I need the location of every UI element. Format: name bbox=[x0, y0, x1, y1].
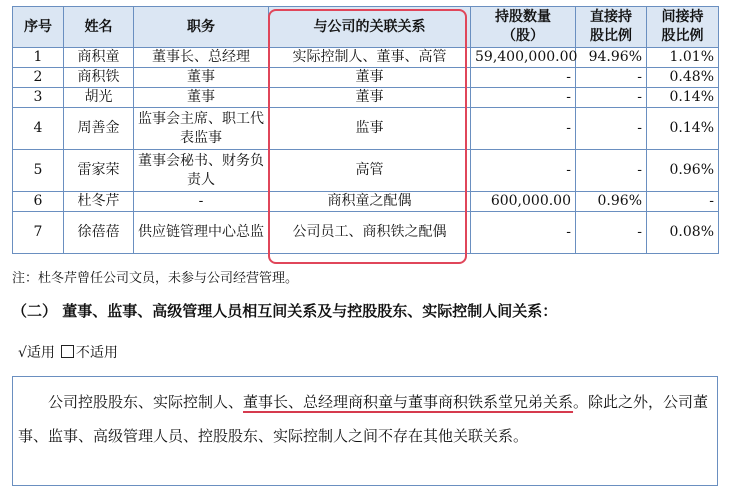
cell-shares: - bbox=[471, 68, 576, 88]
section-heading: （二） 董事、监事、高级管理人员相互间关系及与控股股东、实际控制人间关系： bbox=[12, 302, 558, 320]
checkbox-icon bbox=[61, 345, 74, 358]
table-row bbox=[13, 192, 719, 212]
cell-relation: 董事 bbox=[269, 88, 471, 108]
header-no: 序号 bbox=[13, 7, 64, 48]
header-relation: 与公司的关联关系 bbox=[269, 7, 471, 48]
cell-name: 胡光 bbox=[64, 88, 134, 108]
header-indirect-ratio: 间接持 股比例 bbox=[647, 7, 719, 48]
applicability-options bbox=[18, 343, 118, 363]
cell-relation: 商积童之配偶 bbox=[269, 192, 471, 212]
table-row bbox=[13, 68, 719, 88]
cell-indirect-ratio: 0.14% bbox=[647, 108, 719, 150]
cell-name: 徐蓓蓓 bbox=[64, 212, 134, 254]
cell-indirect-ratio: 0.96% bbox=[647, 150, 719, 192]
cell-position: - bbox=[134, 192, 269, 212]
header-name: 姓名 bbox=[64, 7, 134, 48]
cell-position: 供应链管理中心总监 bbox=[134, 212, 269, 254]
table-row bbox=[13, 88, 719, 108]
statement-rest: 。除此之外，公司董事、监事、高级管理人员、控股股东、实际控制人之间不存在其他关联关系。 bbox=[18, 393, 709, 445]
cell-shares: 600,000.00 bbox=[471, 192, 576, 212]
table-note: 注：杜冬芹曾任公司文员，未参与公司经营管理。 bbox=[12, 271, 299, 286]
cell-shares: - bbox=[471, 150, 576, 192]
cell-shares: - bbox=[471, 212, 576, 254]
shareholding-table bbox=[12, 6, 719, 254]
cell-shares: - bbox=[471, 88, 576, 108]
applicable-option: √适用 bbox=[18, 345, 55, 361]
statement-underlined: 董事长、总经理商积童与董事商积铁系堂兄弟关系 bbox=[243, 393, 574, 411]
cell-indirect-ratio: 1.01% bbox=[647, 48, 719, 68]
header-shares: 持股数量 （股） bbox=[471, 7, 576, 48]
cell-direct-ratio: - bbox=[576, 88, 647, 108]
cell-direct-ratio: - bbox=[576, 68, 647, 88]
cell-name: 周善金 bbox=[64, 108, 134, 150]
cell-no: 2 bbox=[13, 68, 64, 88]
cell-name: 商积铁 bbox=[64, 68, 134, 88]
cell-no: 5 bbox=[13, 150, 64, 192]
cell-indirect-ratio: - bbox=[647, 192, 719, 212]
table-row bbox=[13, 108, 719, 150]
cell-direct-ratio: - bbox=[576, 212, 647, 254]
cell-relation: 公司员工、商积铁之配偶 bbox=[269, 212, 471, 254]
cell-no: 4 bbox=[13, 108, 64, 150]
cell-direct-ratio: - bbox=[576, 108, 647, 150]
cell-position: 董事会秘书、财务负责人 bbox=[134, 150, 269, 192]
cell-name: 杜冬芹 bbox=[64, 192, 134, 212]
cell-no: 3 bbox=[13, 88, 64, 108]
cell-shares: - bbox=[471, 108, 576, 150]
relationship-statement bbox=[18, 385, 712, 453]
cell-relation: 实际控制人、董事、高管 bbox=[269, 48, 471, 68]
cell-indirect-ratio: 0.48% bbox=[647, 68, 719, 88]
cell-no: 6 bbox=[13, 192, 64, 212]
table-row bbox=[13, 150, 719, 192]
cell-direct-ratio: 94.96% bbox=[576, 48, 647, 68]
table-header-row bbox=[13, 7, 719, 48]
statement-lead: 公司控股股东、实际控制人、 bbox=[48, 393, 244, 411]
cell-name: 商积童 bbox=[64, 48, 134, 68]
cell-relation: 高管 bbox=[269, 150, 471, 192]
cell-indirect-ratio: 0.14% bbox=[647, 88, 719, 108]
cell-no: 1 bbox=[13, 48, 64, 68]
cell-indirect-ratio: 0.08% bbox=[647, 212, 719, 254]
cell-name: 雷家荣 bbox=[64, 150, 134, 192]
cell-relation: 董事 bbox=[269, 68, 471, 88]
cell-position: 董事长、总经理 bbox=[134, 48, 269, 68]
cell-no: 7 bbox=[13, 212, 64, 254]
cell-shares: 59,400,000.00 bbox=[471, 48, 576, 68]
cell-position: 董事 bbox=[134, 68, 269, 88]
cell-direct-ratio: 0.96% bbox=[576, 192, 647, 212]
cell-position: 监事会主席、职工代表监事 bbox=[134, 108, 269, 150]
table-row bbox=[13, 212, 719, 254]
cell-relation: 监事 bbox=[269, 108, 471, 150]
cell-direct-ratio: - bbox=[576, 150, 647, 192]
header-position: 职务 bbox=[134, 7, 269, 48]
relationship-statement-box bbox=[12, 376, 718, 486]
cell-position: 董事 bbox=[134, 88, 269, 108]
table-row bbox=[13, 48, 719, 68]
header-direct-ratio: 直接持 股比例 bbox=[576, 7, 647, 48]
not-applicable-option: 不适用 bbox=[75, 345, 118, 361]
